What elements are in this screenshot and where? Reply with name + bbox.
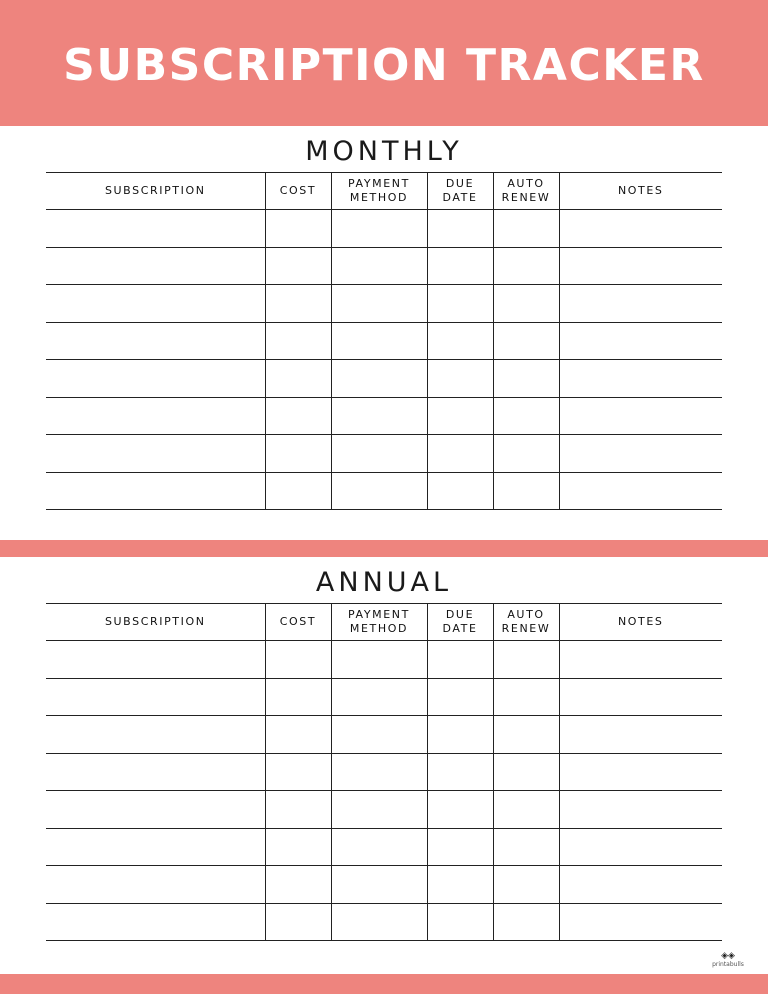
column-header-label: NOTES <box>617 615 664 628</box>
cell-payment-method[interactable] <box>331 753 427 791</box>
cell-cost[interactable] <box>265 397 331 435</box>
cell-due-date[interactable] <box>427 360 493 398</box>
cell-cost[interactable] <box>265 641 331 679</box>
table-row <box>46 435 722 473</box>
table-row <box>46 866 722 904</box>
column-header-label: PAYMENT <box>348 177 410 190</box>
cell-due-date[interactable] <box>427 641 493 679</box>
cell-subscription[interactable] <box>46 435 265 473</box>
cell-notes[interactable] <box>559 435 722 473</box>
cell-notes[interactable] <box>559 903 722 941</box>
cell-auto-renew[interactable] <box>493 716 559 754</box>
cell-notes[interactable] <box>559 866 722 904</box>
cell-cost[interactable] <box>265 753 331 791</box>
cell-subscription[interactable] <box>46 360 265 398</box>
cell-notes[interactable] <box>559 472 722 510</box>
table-row <box>46 397 722 435</box>
cell-due-date[interactable] <box>427 678 493 716</box>
footer-bar <box>0 974 768 994</box>
column-header-label: DATE <box>442 191 478 204</box>
column-header-label: PAYMENT <box>348 608 410 621</box>
column-header-subscription <box>46 604 265 641</box>
cell-notes[interactable] <box>559 322 722 360</box>
column-header-label: AUTO <box>507 608 545 621</box>
table-row <box>46 753 722 791</box>
bull-logo-icon: ◈◈ <box>721 951 735 961</box>
table-row <box>46 360 722 398</box>
cell-notes[interactable] <box>559 716 722 754</box>
cell-payment-method[interactable] <box>331 828 427 866</box>
cell-cost[interactable] <box>265 828 331 866</box>
cell-subscription[interactable] <box>46 210 265 248</box>
column-header-label: SUBSCRIPTION <box>104 184 206 197</box>
table-row <box>46 828 722 866</box>
column-header-label: DUE <box>445 177 475 190</box>
cell-notes[interactable] <box>559 828 722 866</box>
cell-cost[interactable] <box>265 903 331 941</box>
column-header-notes <box>559 173 722 210</box>
column-header-due-date <box>427 604 493 641</box>
column-header-cost <box>265 604 331 641</box>
cell-subscription[interactable] <box>46 322 265 360</box>
cell-subscription[interactable] <box>46 641 265 679</box>
cell-cost[interactable] <box>265 791 331 829</box>
column-header-cost <box>265 173 331 210</box>
cell-subscription[interactable] <box>46 472 265 510</box>
cell-subscription[interactable] <box>46 903 265 941</box>
cell-auto-renew[interactable] <box>493 247 559 285</box>
annual-table-header <box>46 604 722 641</box>
cell-cost[interactable] <box>265 678 331 716</box>
cell-cost[interactable] <box>265 435 331 473</box>
column-header-due-date <box>427 173 493 210</box>
cell-auto-renew[interactable] <box>493 397 559 435</box>
printabulls-logo <box>708 951 748 968</box>
cell-subscription[interactable] <box>46 716 265 754</box>
cell-due-date[interactable] <box>427 285 493 323</box>
section-title-monthly: MONTHLY <box>305 136 463 167</box>
table-row <box>46 472 722 510</box>
cell-notes[interactable] <box>559 753 722 791</box>
cell-auto-renew[interactable] <box>493 903 559 941</box>
column-header-auto-renew <box>493 173 559 210</box>
cell-due-date[interactable] <box>427 866 493 904</box>
cell-auto-renew[interactable] <box>493 285 559 323</box>
cell-subscription[interactable] <box>46 285 265 323</box>
logo-text: printabulls <box>712 961 744 968</box>
cell-notes[interactable] <box>559 641 722 679</box>
cell-payment-method[interactable] <box>331 322 427 360</box>
column-header-label: RENEW <box>501 622 551 635</box>
column-header-label: NOTES <box>617 184 664 197</box>
title-banner <box>0 0 768 126</box>
cell-subscription[interactable] <box>46 397 265 435</box>
cell-cost[interactable] <box>265 716 331 754</box>
column-header-label: AUTO <box>507 177 545 190</box>
cell-auto-renew[interactable] <box>493 210 559 248</box>
column-header-label: RENEW <box>501 191 551 204</box>
cell-auto-renew[interactable] <box>493 828 559 866</box>
page-title: SUBSCRIPTION TRACKER <box>63 39 705 91</box>
annual-table <box>46 603 722 941</box>
cell-auto-renew[interactable] <box>493 791 559 829</box>
monthly-table-header <box>46 173 722 210</box>
cell-payment-method[interactable] <box>331 791 427 829</box>
column-header-label: COST <box>279 615 317 628</box>
cell-subscription[interactable] <box>46 866 265 904</box>
cell-due-date[interactable] <box>427 247 493 285</box>
column-header-payment-method <box>331 604 427 641</box>
table-row <box>46 716 722 754</box>
cell-payment-method[interactable] <box>331 360 427 398</box>
cell-auto-renew[interactable] <box>493 753 559 791</box>
table-row <box>46 285 722 323</box>
cell-payment-method[interactable] <box>331 472 427 510</box>
table-row <box>46 210 722 248</box>
cell-notes[interactable] <box>559 285 722 323</box>
cell-payment-method[interactable] <box>331 435 427 473</box>
cell-cost[interactable] <box>265 285 331 323</box>
cell-payment-method[interactable] <box>331 285 427 323</box>
table-row <box>46 791 722 829</box>
column-header-notes <box>559 604 722 641</box>
cell-due-date[interactable] <box>427 435 493 473</box>
cell-notes[interactable] <box>559 210 722 248</box>
cell-notes[interactable] <box>559 247 722 285</box>
cell-due-date[interactable] <box>427 791 493 829</box>
column-header-auto-renew <box>493 604 559 641</box>
table-row <box>46 903 722 941</box>
cell-auto-renew[interactable] <box>493 435 559 473</box>
column-header-label: METHOD <box>349 191 409 204</box>
cell-due-date[interactable] <box>427 322 493 360</box>
cell-subscription[interactable] <box>46 791 265 829</box>
cell-payment-method[interactable] <box>331 903 427 941</box>
cell-cost[interactable] <box>265 322 331 360</box>
cell-subscription[interactable] <box>46 678 265 716</box>
cell-due-date[interactable] <box>427 828 493 866</box>
column-header-payment-method <box>331 173 427 210</box>
cell-cost[interactable] <box>265 210 331 248</box>
cell-cost[interactable] <box>265 866 331 904</box>
column-header-label: COST <box>279 184 317 197</box>
cell-payment-method[interactable] <box>331 247 427 285</box>
cell-auto-renew[interactable] <box>493 866 559 904</box>
column-header-label: SUBSCRIPTION <box>104 615 206 628</box>
table-row <box>46 247 722 285</box>
monthly-table <box>46 172 722 510</box>
table-row <box>46 678 722 716</box>
cell-payment-method[interactable] <box>331 210 427 248</box>
cell-cost[interactable] <box>265 472 331 510</box>
column-header-label: DATE <box>442 622 478 635</box>
cell-cost[interactable] <box>265 247 331 285</box>
cell-payment-method[interactable] <box>331 716 427 754</box>
cell-notes[interactable] <box>559 678 722 716</box>
cell-payment-method[interactable] <box>331 678 427 716</box>
cell-auto-renew[interactable] <box>493 322 559 360</box>
cell-notes[interactable] <box>559 397 722 435</box>
section-title-annual: ANNUAL <box>315 567 453 598</box>
cell-subscription[interactable] <box>46 753 265 791</box>
cell-subscription[interactable] <box>46 828 265 866</box>
monthly-table-body <box>46 210 722 510</box>
cell-auto-renew[interactable] <box>493 360 559 398</box>
cell-notes[interactable] <box>559 360 722 398</box>
cell-payment-method[interactable] <box>331 641 427 679</box>
cell-cost[interactable] <box>265 360 331 398</box>
cell-notes[interactable] <box>559 791 722 829</box>
cell-auto-renew[interactable] <box>493 472 559 510</box>
table-row <box>46 322 722 360</box>
cell-due-date[interactable] <box>427 472 493 510</box>
column-header-subscription <box>46 173 265 210</box>
cell-due-date[interactable] <box>427 210 493 248</box>
cell-auto-renew[interactable] <box>493 678 559 716</box>
cell-due-date[interactable] <box>427 753 493 791</box>
cell-subscription[interactable] <box>46 247 265 285</box>
cell-due-date[interactable] <box>427 903 493 941</box>
section-divider-bar <box>0 540 768 557</box>
cell-due-date[interactable] <box>427 716 493 754</box>
annual-table-body <box>46 641 722 941</box>
cell-due-date[interactable] <box>427 397 493 435</box>
table-row <box>46 641 722 679</box>
column-header-label: DUE <box>445 608 475 621</box>
cell-payment-method[interactable] <box>331 866 427 904</box>
column-header-label: METHOD <box>349 622 409 635</box>
cell-auto-renew[interactable] <box>493 641 559 679</box>
cell-payment-method[interactable] <box>331 397 427 435</box>
